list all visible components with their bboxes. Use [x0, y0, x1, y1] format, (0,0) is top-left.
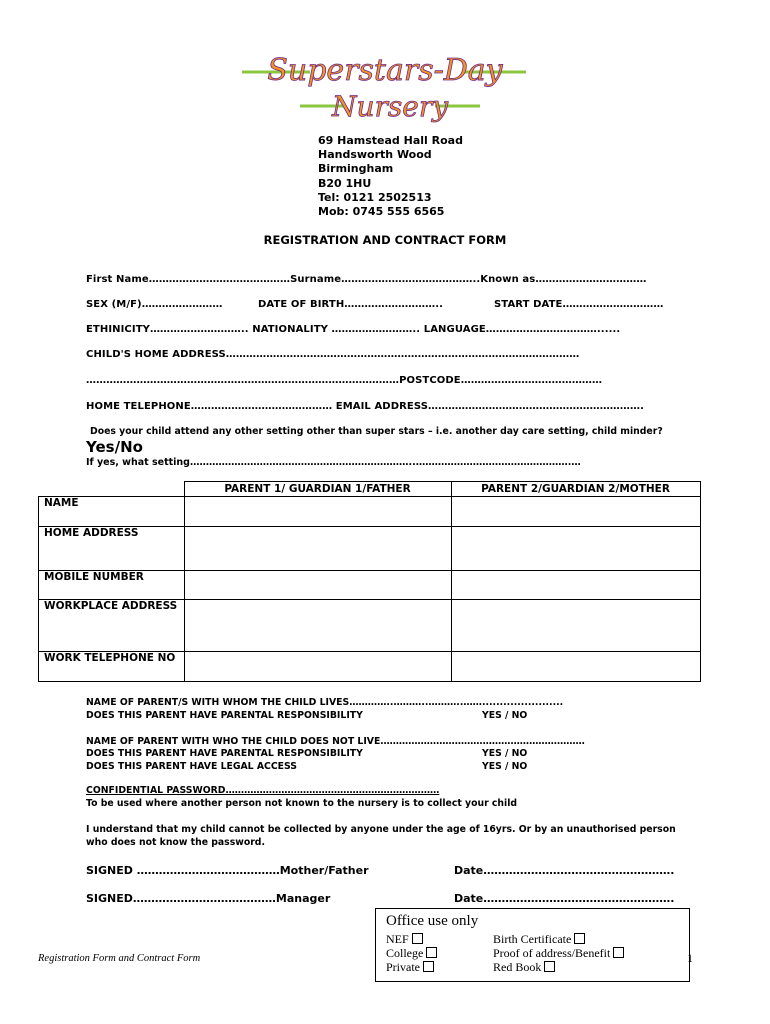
start-date-field[interactable]: START DATE………………………… — [494, 299, 664, 310]
parental-responsibility-yes-no-2[interactable]: YES / NO — [482, 748, 528, 759]
row-label-mobile: MOBILE NUMBER — [39, 571, 185, 600]
parent-details-table — [38, 481, 701, 682]
parent1-name-cell[interactable] — [184, 497, 451, 527]
office-item-red-book[interactable] — [493, 960, 555, 975]
checkbox-icon[interactable] — [426, 947, 437, 958]
date-parent-field[interactable]: Date……………………………………………. — [454, 864, 675, 877]
office-item-label: Red Book — [493, 960, 542, 974]
nursery-logo — [240, 48, 530, 128]
address-line: Birmingham — [318, 162, 394, 176]
checkbox-icon[interactable] — [544, 961, 555, 972]
parental-responsibility-label-2: DOES THIS PARENT HAVE PARENTAL RESPONSIBILITY — [86, 748, 363, 759]
sex-field[interactable]: SEX (M/F)…………………… — [86, 299, 223, 310]
other-setting-field[interactable]: If yes, what setting……………………………………………………………..………………………………………….… — [86, 457, 581, 468]
parent2-mobile-cell[interactable] — [451, 571, 700, 600]
office-item-birth-certificate[interactable] — [493, 932, 585, 947]
checkbox-icon[interactable] — [613, 947, 624, 958]
address-line: B20 1HU — [318, 176, 372, 190]
office-item-proof-of-address[interactable] — [493, 946, 624, 961]
address-line: Mob: 0745 555 6565 — [318, 205, 445, 219]
table-row — [39, 571, 701, 600]
office-item-college[interactable] — [386, 946, 437, 961]
not-lives-with-field[interactable]: NAME OF PARENT WITH WHO THE CHILD DOES NOT LIVE………………………………………………………… — [86, 736, 585, 747]
parent2-work-telephone-cell[interactable] — [451, 652, 700, 682]
form-title: REGISTRATION AND CONTRACT FORM — [263, 233, 507, 247]
row-label-workplace: WORKPLACE ADDRESS — [39, 600, 185, 652]
address-line: Tel: 0121 2502513 — [318, 190, 432, 204]
row-label-home-address: HOME ADDRESS — [39, 527, 185, 571]
footer-text: Registration Form and Contract Form — [38, 953, 201, 964]
parent2-name-cell[interactable] — [451, 497, 700, 527]
parental-responsibility-yes-no[interactable]: YES / NO — [482, 710, 528, 721]
password-note: To be used where another person not known to the nursery is to collect your child — [86, 798, 518, 809]
svg-text:Superstars-Day: Superstars-Day — [267, 53, 503, 88]
office-item-label: Birth Certificate — [493, 932, 572, 946]
office-use-heading: Office use only — [386, 913, 479, 929]
lives-with-field[interactable]: NAME OF PARENT/S WITH WHOM THE CHILD LIVES…………..………..………..……....................... — [86, 697, 564, 708]
table-row — [39, 527, 701, 571]
row-label-work-telephone: WORK TELEPHONE NO — [39, 652, 185, 682]
page-number: 1 — [687, 951, 693, 965]
other-setting-yes-no[interactable]: Yes/No — [86, 438, 143, 456]
address-line: 69 Hamstead Hall Road — [318, 134, 463, 147]
parent2-address-cell[interactable] — [451, 527, 700, 571]
checkbox-icon[interactable] — [412, 933, 423, 944]
table-corner-cell — [39, 482, 185, 497]
checkbox-icon[interactable] — [574, 933, 585, 944]
parent2-header: PARENT 2/GUARDIAN 2/MOTHER — [451, 482, 700, 497]
dob-field[interactable]: DATE OF BIRTH……………………….. — [258, 299, 443, 310]
confidential-password-field[interactable]: CONFIDENTIAL PASSWORD…………………………………………………………… — [86, 785, 440, 796]
table-header-row — [39, 482, 701, 497]
parent1-mobile-cell[interactable] — [184, 571, 451, 600]
parental-responsibility-label: DOES THIS PARENT HAVE PARENTAL RESPONSIBILITY — [86, 710, 363, 721]
name-fields-row[interactable]: First Name……………………………………Surname…………………………………..Known as…………………………… — [86, 274, 647, 285]
office-item-private[interactable] — [386, 960, 434, 975]
ethnicity-nationality-language-row[interactable]: ETHINICITY……………………….. NATIONALITY …………………….. LANGUAGE……………………………...... — [86, 324, 621, 335]
parent1-workplace-cell[interactable] — [184, 600, 451, 652]
signed-parent-field[interactable]: SIGNED …………………………………Mother/Father — [86, 864, 369, 877]
svg-text:Nursery: Nursery — [331, 90, 449, 123]
parent1-work-telephone-cell[interactable] — [184, 652, 451, 682]
table-row — [39, 497, 701, 527]
signed-manager-field[interactable]: SIGNED…………………………………Manager — [86, 892, 331, 905]
other-setting-question: Does your child attend any other setting other than super stars – i.e. another day care setting, child minder? — [90, 426, 663, 437]
understand-statement-line1: I understand that my child cannot be collected by anyone under the age of 16yrs. Or by an unauthorised person — [86, 824, 676, 835]
telephone-email-row[interactable]: HOME TELEPHONE…………………………………… EMAIL ADDRESS………………………………………………………. — [86, 401, 644, 412]
office-use-box — [375, 908, 690, 982]
legal-access-yes-no[interactable]: YES / NO — [482, 761, 528, 772]
checkbox-icon[interactable] — [423, 961, 434, 972]
postcode-field[interactable]: …………………………………………………………………………………POSTCODE…………………………………… — [86, 375, 603, 386]
legal-access-label: DOES THIS PARENT HAVE LEGAL ACCESS — [86, 761, 297, 772]
row-label-name: NAME — [39, 497, 185, 527]
date-manager-field[interactable]: Date……………………………………………. — [454, 892, 675, 905]
office-item-nef[interactable] — [386, 932, 423, 947]
home-address-field[interactable]: CHILD'S HOME ADDRESS…………………………………………………………………………………………… — [86, 349, 580, 360]
nursery-address — [318, 134, 463, 219]
office-item-label: Proof of address/Benefit — [493, 946, 611, 960]
parent1-header: PARENT 1/ GUARDIAN 1/FATHER — [184, 482, 451, 497]
understand-statement-line2: who does not know the password. — [86, 837, 265, 848]
office-item-label: College — [386, 946, 424, 960]
address-line: Handsworth Wood — [318, 148, 432, 162]
table-row — [39, 600, 701, 652]
office-item-label: Private — [386, 960, 420, 974]
office-item-label: NEF — [386, 932, 409, 946]
parent2-workplace-cell[interactable] — [451, 600, 700, 652]
parent1-address-cell[interactable] — [184, 527, 451, 571]
table-row — [39, 652, 701, 682]
